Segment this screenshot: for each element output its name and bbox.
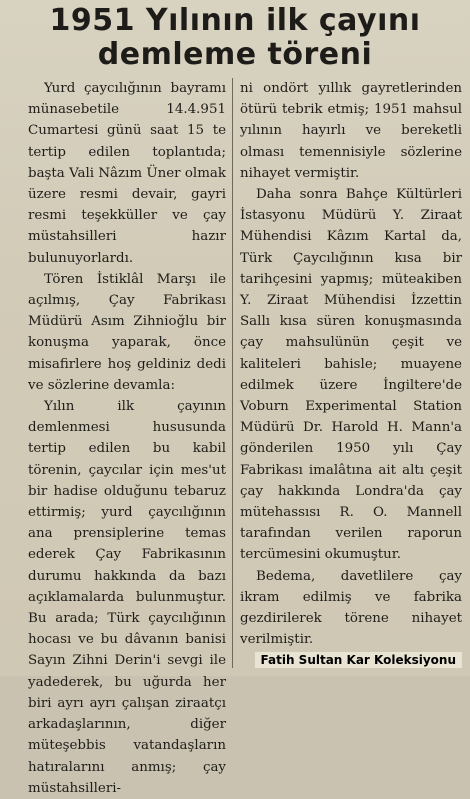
paragraph: Tören İstiklâl Marşı ile açılmış, Çay Fabrikası Müdürü Asım Zihnioğlu bir konuşma yaparak, önce misafirlere hoş geldiniz dedi ve sözlerine devamla: [28,271,226,393]
paragraph: Daha sonra Bahçe Kültürleri İstasyonu Müdürü Y. Ziraat Mühendisi Kâzım Kartal da, Türk Çaycılığının kısa bir tarihçesini yapmış; müteakiben Y. Ziraat Mühendisi İzzettin Sallı kısa süren konuşmasında çay mahsulünün çeşit ve kaliteleri bahisle; muayene edilmek üzere İngiltere'de Voburn Experimental Station Müdürü Dr. Harold H. Mann'a gönderilen 1950 yılı Çay Fabrikası imalâtına ait altı çeşit çay hakkında Londra'da çay mütehassısı R. O. Mannell tarafından verilen raporun tercümesini okumuştur. [240,187,462,563]
article-column-left [28,78,226,799]
collection-watermark: Fatih Sultan Kar Koleksiyonu [255,652,462,668]
article-column-right [240,78,462,650]
paragraph: ni ondört yıllık gayretlerinden ötürü tebrik etmiş; 1951 mahsul yılının hayırlı ve bereketli olması temennisiyle sözlerine nihayet vermiştir. [240,81,462,181]
paragraph: Yurd çaycılığının bayramı münasebetile 14.4.951 Cumartesi günü saat 15 te tertip edilen toplantıda; başta Vali Nâzım Üner olmak üzere resmi devair, gayri resmi teşekküller ve çay müstahsilleri hazır bulunuyorlardı. [28,81,226,266]
paragraph: Bedema, davetlilere çay ikram edilmiş ve fabrika gezdirilerek törene nihayet verilmiştir. [240,568,462,648]
headline-line-1: 1951 Yılının ilk çayını [49,3,421,38]
paragraph: Yılın ilk çayının demlenmesi hususunda tertip edilen bu kabil törenin, çaycılar için mes'ut bir hadise olduğunu tebaruz ettirmiş; yurd çaycılığının ana prensiplerine temas ederek Çay Fabrikasının durumu hakkında da bazı açıklamalarda bulunmuştur. Bu arada; Türk çaycılığının hocası ve bu dâvanın banisi Sayın Zihni Derin'i sevgi ile yadederek, bu uğurda her biri ayrı ayrı çalışan ziraatçı arkadaşlarının, diğer müteşebbis vatandaşların hatıralarını anmış; çay müstahsilleri- [28,399,226,796]
column-divider [232,78,233,668]
headline-line-2: demleme töreni [97,37,373,72]
